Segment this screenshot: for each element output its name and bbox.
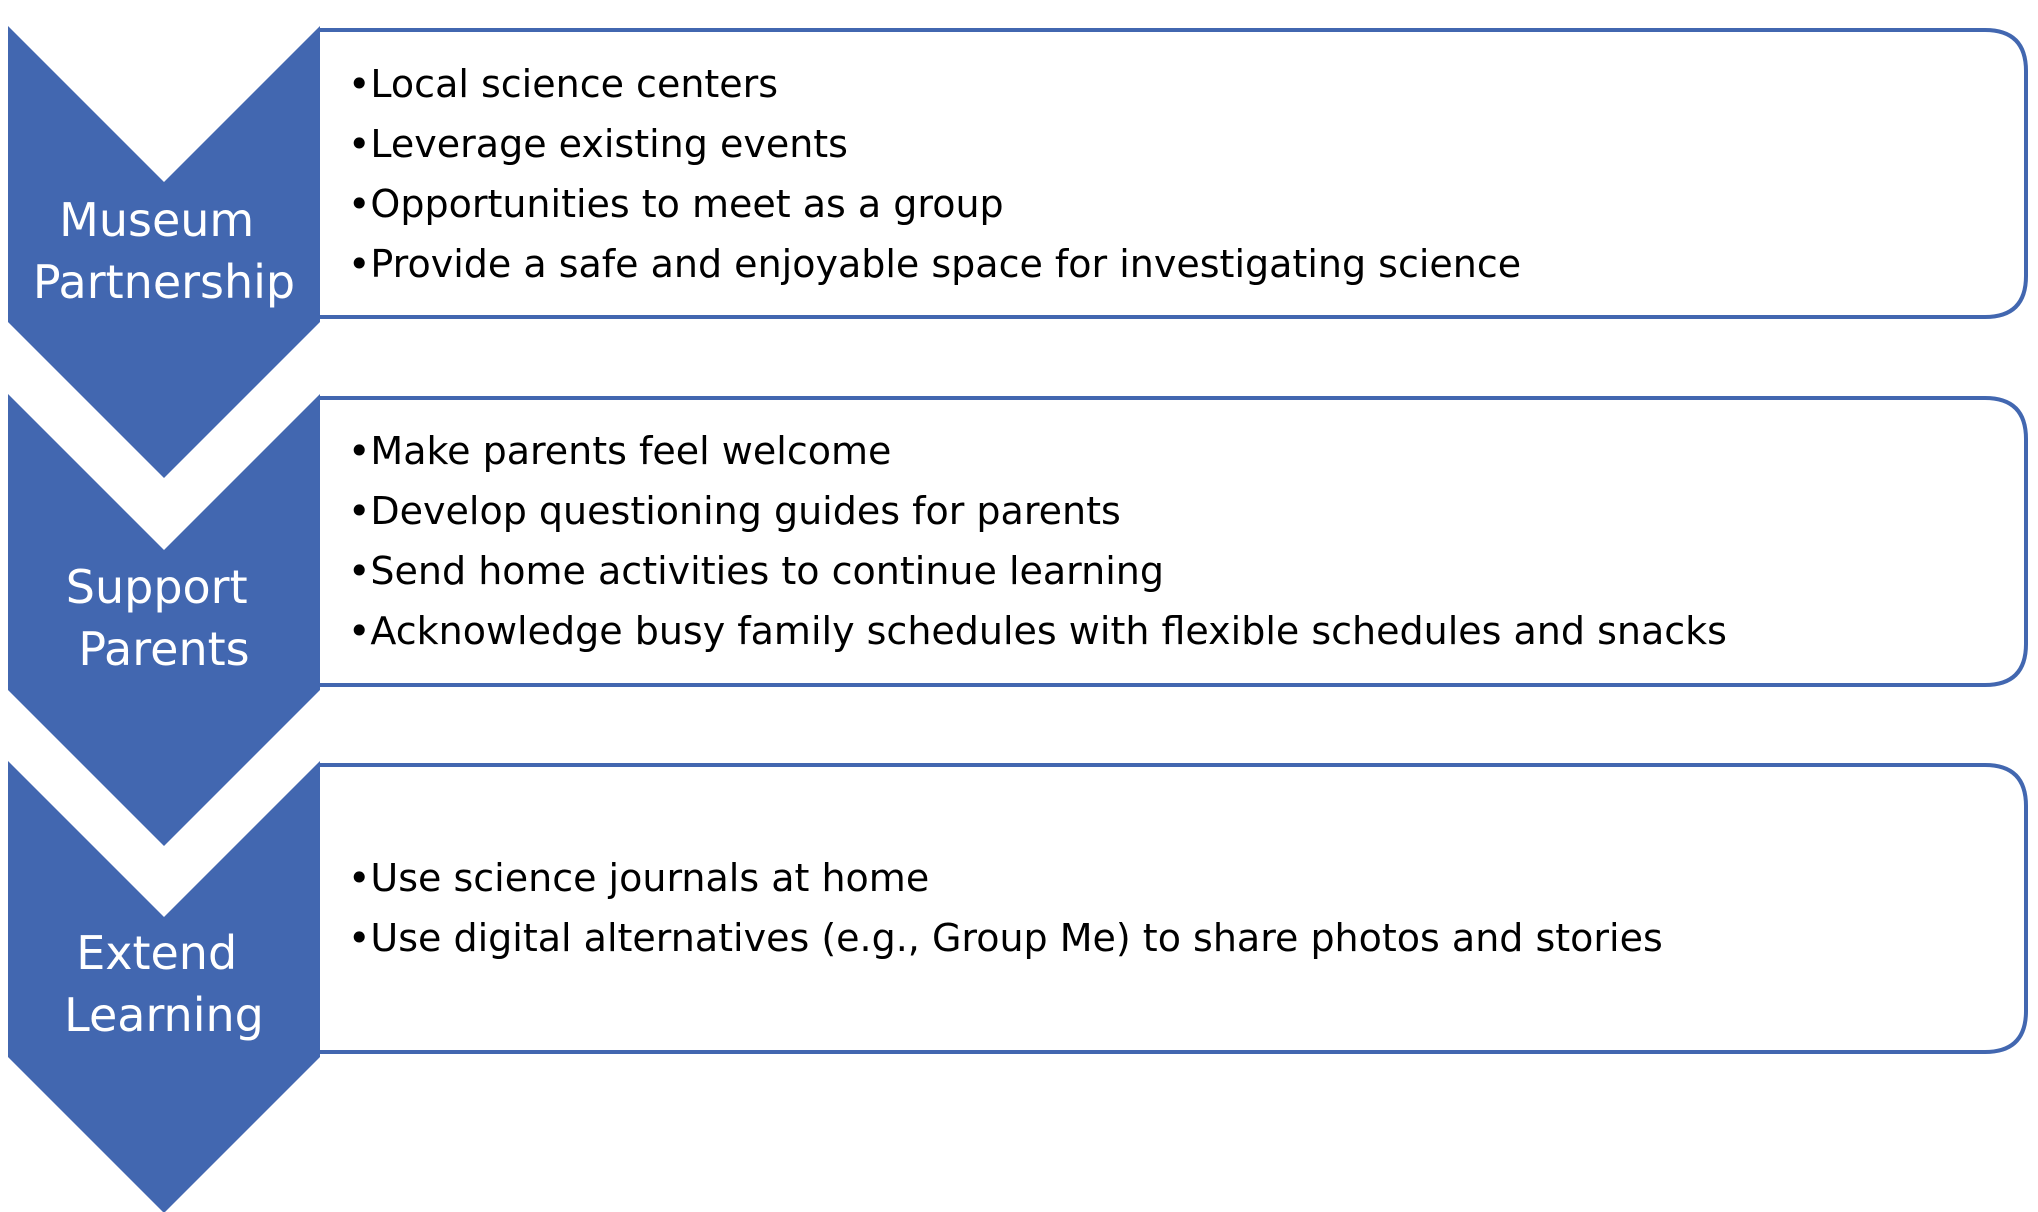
stage-label-line: Partnership [32,255,296,309]
bullet-item-text: Local science centers [370,62,779,106]
bullet-glyph: • [348,609,371,653]
bullet-glyph: • [348,549,371,593]
stage-label-line: Support [65,560,248,614]
bullet-item-text: Use digital alternatives (e.g., Group Me) to share photos and stories [370,916,1663,960]
stage-label-line: Museum [59,193,255,247]
bullet-item [348,429,891,473]
stage-label-line: Learning [64,988,264,1042]
bullet-glyph: • [348,182,371,226]
bullet-item-text: Send home activities to continue learning [370,549,1164,593]
bullet-item [348,62,778,106]
bullet-item [348,182,1004,226]
bullet-glyph: • [348,916,371,960]
bullet-glyph: • [348,122,371,166]
bullet-item [348,242,1521,286]
bullet-glyph: • [348,62,371,106]
bullet-item-text: Opportunities to meet as a group [370,182,1004,226]
bullet-item-text: Leverage existing events [370,122,848,166]
stage-label-line: Parents [78,622,250,676]
bullet-item-text: Acknowledge busy family schedules with flexible schedules and snacks [370,609,1727,653]
bullet-item [348,549,1164,593]
bullet-glyph: • [348,242,371,286]
bullet-glyph: • [348,489,371,533]
stage-bullet-box [320,765,2026,1052]
bullet-item-text: Use science journals at home [370,856,930,900]
bullet-item-text: Make parents feel welcome [370,429,892,473]
bullet-glyph: • [348,429,371,473]
bullet-item-text: Provide a safe and enjoyable space for investigating science [370,242,1522,286]
bullet-item [348,489,1121,533]
bullet-item [348,122,848,166]
bullet-item [348,856,929,900]
stage-extend-learning [8,761,2026,1212]
stage-chevron [8,26,320,478]
bullet-item [348,609,1727,653]
bullet-glyph: • [348,856,371,900]
stage-label-line: Extend [76,926,238,980]
bullet-item-text: Develop questioning guides for parents [370,489,1121,533]
bullet-item [348,916,1663,960]
